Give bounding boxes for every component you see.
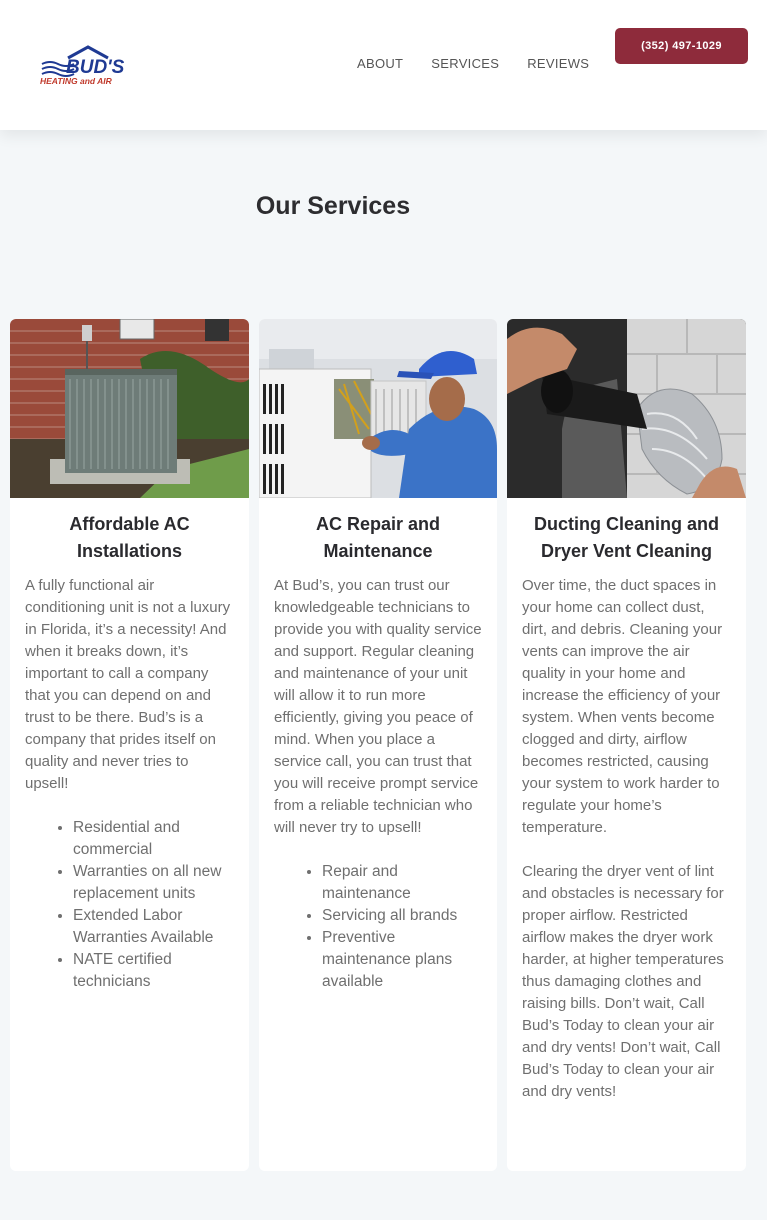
buds-logo[interactable] [38, 44, 148, 86]
list-item: • Residential and commercial [73, 817, 237, 861]
logo-text-top: BUD'S [66, 57, 125, 78]
technician-image [259, 319, 497, 498]
nav-about[interactable]: ABOUT [357, 56, 404, 71]
list-item: • Repair and maintenance [322, 861, 485, 905]
service-card-duct-cleaning [507, 319, 746, 1171]
list-item: • Warranties on all new replacement units [73, 861, 237, 905]
list-item: • NATE certified technicians [73, 949, 237, 993]
card-description: A fully functional air conditioning unit is not a luxury in Florida, it’s a necessity! And when it breaks down, it’s important to call a company that you can depend on and trust to be there. Bud’s is a company that prides itself on quality and never tries to upsell! [25, 577, 231, 792]
card-title: Affordable AC Installations [69, 514, 190, 561]
service-card-ac-repair [259, 319, 497, 1171]
logo-text-bottom: HEATING and AIR [40, 76, 112, 86]
site-header [0, 0, 767, 130]
list-item: • Servicing all brands [322, 905, 485, 927]
duct-cleaning-image [507, 319, 746, 498]
ac-unit-image [10, 319, 249, 498]
card-description: Over time, the duct spaces in your home can collect dust, dirt, and debris. Cleaning your vents can improve the air quality in your home and increase the efficiency of your system. When vents become clogged and dirty, airflow becomes restricted, causing your system to work harder to regulate your home’s temperature. Clearing the dryer vent of lint and obstacles is necessary for proper airflow. Restricted airflow makes the dryer work harder, at higher temperatures thus damaging clothes and raising bills. Don’t wait, Call Bud’s Today to clean your air and dry vents! Don’t wait, Call Bud’s Today to clean your air and dry vents! [522, 577, 724, 1100]
feature-list [259, 861, 497, 993]
card-description: At Bud’s, you can trust our knowledgeable technicians to provide you with quality service and support. Regular cleaning and maintenance of your unit will allow it to run more efficiently, giving you peace of mind. When you place a service call, you can trust that you will receive prompt service from a reliable technician who will never try to upsell! [274, 577, 482, 836]
page-title: Our Services [255, 192, 411, 220]
main-nav [357, 56, 589, 71]
feature-list [10, 817, 249, 993]
service-card-ac-installation [10, 319, 249, 1171]
list-item: • Extended Labor Warranties Available [73, 905, 237, 949]
nav-services[interactable]: SERVICES [431, 56, 500, 71]
nav-reviews[interactable]: REVIEWS [527, 56, 590, 71]
card-title: AC Repair and Maintenance [315, 514, 441, 561]
phone-call-button[interactable]: (352) 497-1029 [615, 28, 748, 64]
list-item: • Preventive maintenance plans available [322, 927, 485, 993]
card-title: Ducting Cleaning and Dryer Vent Cleaning [533, 514, 719, 561]
